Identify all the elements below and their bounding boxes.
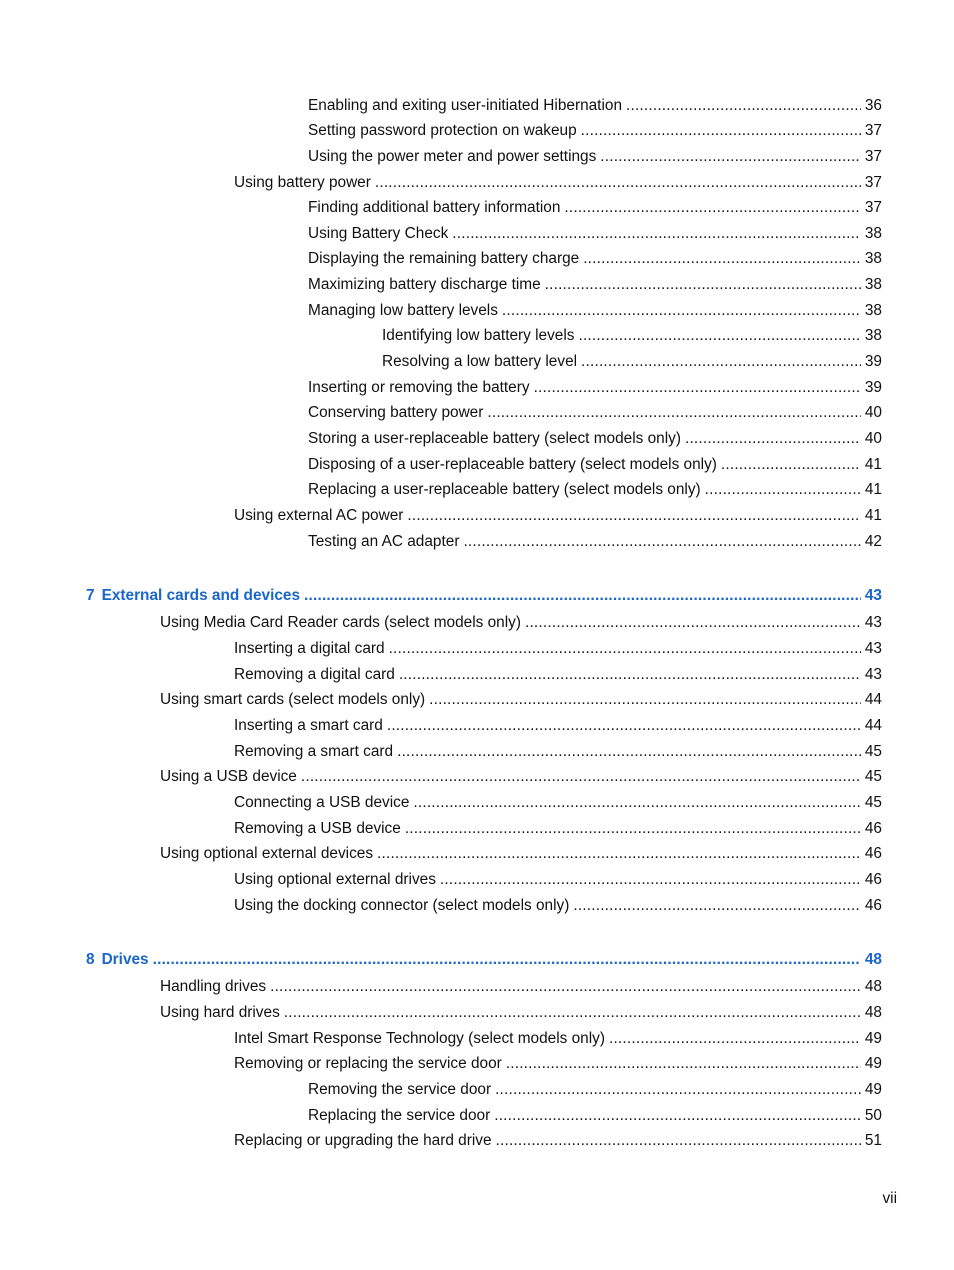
toc-entry-page: 48 xyxy=(864,951,882,968)
dot-leader xyxy=(578,326,860,346)
toc-entry-page: 44 xyxy=(864,717,882,734)
toc-entry-page: 38 xyxy=(864,276,882,293)
toc-entry-page: 49 xyxy=(864,1081,882,1098)
toc-entry-title: Displaying the remaining battery charge xyxy=(308,250,580,267)
toc-entry-title: Using optional external drives xyxy=(234,871,436,888)
dot-leader xyxy=(502,301,861,321)
page-number: vii xyxy=(882,1190,897,1207)
toc-entry-page: 38 xyxy=(864,302,882,319)
dot-leader xyxy=(389,639,861,659)
toc-entry[interactable] xyxy=(234,665,882,685)
toc-entry-page: 48 xyxy=(864,978,882,995)
toc-entry-title: Inserting a digital card xyxy=(234,640,385,657)
toc-entry-title: Testing an AC adapter xyxy=(308,533,460,550)
toc-entry[interactable] xyxy=(308,198,882,218)
toc-entry-title: Using Battery Check xyxy=(308,225,449,242)
toc-entry-page: 43 xyxy=(864,666,882,683)
dot-leader xyxy=(581,352,861,372)
dot-leader xyxy=(284,1003,861,1023)
toc-entry-title: Using the power meter and power settings xyxy=(308,148,597,165)
toc-entry-page: 49 xyxy=(864,1030,882,1047)
toc-entry-page: 45 xyxy=(864,794,882,811)
toc-entry[interactable] xyxy=(382,352,882,372)
dot-leader xyxy=(153,950,861,970)
toc-entry-title: Removing a USB device xyxy=(234,820,401,837)
toc-entry-title: Storing a user-replaceable battery (select models only) xyxy=(308,430,681,447)
toc-entry-title: Managing low battery levels xyxy=(308,302,498,319)
toc-entry-page: 46 xyxy=(864,820,882,837)
toc-entry-title: Using battery power xyxy=(234,174,371,191)
toc-entry-title: Using external AC power xyxy=(234,507,404,524)
toc-entry-page: 36 xyxy=(864,97,882,114)
toc-entry-title: Inserting or removing the battery xyxy=(308,379,530,396)
toc-entry-page: 42 xyxy=(864,533,882,550)
dot-leader xyxy=(407,506,860,526)
toc-entry-page: 44 xyxy=(864,691,882,708)
dot-leader xyxy=(397,742,861,762)
toc-entry-page: 51 xyxy=(864,1132,882,1149)
toc-entry-title: Replacing a user-replaceable battery (select models only) xyxy=(308,481,701,498)
dot-leader xyxy=(545,275,861,295)
dot-leader xyxy=(573,896,861,916)
dot-leader xyxy=(304,586,861,606)
toc-entry-title: Maximizing battery discharge time xyxy=(308,276,541,293)
toc-entry[interactable] xyxy=(234,742,882,762)
toc-chapter-title xyxy=(86,586,300,606)
toc-entry[interactable] xyxy=(308,532,882,552)
toc-chapter-7[interactable] xyxy=(86,586,882,606)
toc-entry-page: 48 xyxy=(864,1004,882,1021)
toc-entry-page: 43 xyxy=(864,587,882,604)
dot-leader xyxy=(600,147,861,167)
dot-leader xyxy=(705,480,861,500)
toc-entry[interactable] xyxy=(160,767,882,787)
toc-entry[interactable] xyxy=(308,249,882,269)
toc-entry[interactable] xyxy=(308,1106,882,1126)
dot-leader xyxy=(495,1080,861,1100)
toc-entry-title: Using Media Card Reader cards (select models only) xyxy=(160,614,521,631)
dot-leader xyxy=(452,224,861,244)
dot-leader xyxy=(721,455,861,475)
toc-entry[interactable] xyxy=(234,819,882,839)
dot-leader xyxy=(506,1054,861,1074)
dot-leader xyxy=(405,819,861,839)
dot-leader xyxy=(377,844,861,864)
toc-entry-page: 43 xyxy=(864,614,882,631)
dot-leader xyxy=(375,173,861,193)
toc-entry[interactable] xyxy=(160,844,882,864)
dot-leader xyxy=(301,767,861,787)
dot-leader xyxy=(496,1131,861,1151)
toc-entry-page: 38 xyxy=(864,250,882,267)
toc-entry[interactable] xyxy=(234,639,882,659)
toc-entry[interactable] xyxy=(308,455,882,475)
dot-leader xyxy=(440,870,861,890)
chapter-title: Drives xyxy=(101,951,149,968)
toc-entry-page: 41 xyxy=(864,507,882,524)
toc-entry-title: Handling drives xyxy=(160,978,267,995)
dot-leader xyxy=(609,1029,861,1049)
toc-entry-page: 46 xyxy=(864,845,882,862)
toc-entry-page: 46 xyxy=(864,897,882,914)
toc-entry-title: Removing or replacing the service door xyxy=(234,1055,502,1072)
toc-entry[interactable] xyxy=(308,378,882,398)
dot-leader xyxy=(534,378,861,398)
toc-entry-page: 49 xyxy=(864,1055,882,1072)
dot-leader xyxy=(626,96,861,116)
toc-entry-page: 37 xyxy=(864,199,882,216)
dot-leader xyxy=(685,429,861,449)
toc-entry[interactable] xyxy=(308,121,882,141)
chapter-number: 8 xyxy=(86,951,95,968)
toc-entry-page: 50 xyxy=(864,1107,882,1124)
toc-entry[interactable] xyxy=(234,173,882,193)
toc-entry[interactable] xyxy=(234,793,882,813)
toc-entry[interactable] xyxy=(234,896,882,916)
toc-entry[interactable] xyxy=(308,480,882,500)
toc-entry[interactable] xyxy=(308,96,882,116)
toc-entry[interactable] xyxy=(234,1029,882,1049)
toc-entry-title: Resolving a low battery level xyxy=(382,353,578,370)
toc-entry[interactable] xyxy=(160,613,882,633)
toc-entry[interactable] xyxy=(160,977,882,997)
chapter-title: External cards and devices xyxy=(101,587,301,604)
chapter-number: 7 xyxy=(86,587,95,604)
toc-entry[interactable] xyxy=(234,716,882,736)
dot-leader xyxy=(583,249,861,269)
toc-entry-title: Using smart cards (select models only) xyxy=(160,691,426,708)
toc-entry-title: Identifying low battery levels xyxy=(382,327,575,344)
dot-leader xyxy=(463,532,860,552)
toc-entry-page: 37 xyxy=(864,148,882,165)
dot-leader xyxy=(564,198,860,218)
toc-entry[interactable] xyxy=(308,1080,882,1100)
dot-leader xyxy=(494,1106,861,1126)
toc-entry-title: Replacing the service door xyxy=(308,1107,491,1124)
toc-entry-title: Enabling and exiting user-initiated Hibernation xyxy=(308,97,622,114)
toc-entry-title: Finding additional battery information xyxy=(308,199,561,216)
toc-entry-title: Setting password protection on wakeup xyxy=(308,122,577,139)
toc-entry-page: 41 xyxy=(864,481,882,498)
toc-entry[interactable] xyxy=(234,870,882,890)
toc-entry[interactable] xyxy=(308,429,882,449)
toc-chapter-8[interactable] xyxy=(86,950,882,970)
dot-leader xyxy=(270,977,861,997)
toc-entry-page: 38 xyxy=(864,225,882,242)
toc-chapter-title xyxy=(86,950,149,970)
toc-entry-title: Conserving battery power xyxy=(308,404,484,421)
toc-entry[interactable] xyxy=(160,690,882,710)
toc-entry-title: Replacing or upgrading the hard drive xyxy=(234,1132,492,1149)
toc-entry-title: Removing a digital card xyxy=(234,666,395,683)
dot-leader xyxy=(487,403,861,423)
toc-entry-title: Using optional external devices xyxy=(160,845,374,862)
toc-entry-page: 40 xyxy=(864,430,882,447)
toc-entry-page: 39 xyxy=(864,379,882,396)
toc-entry-page: 37 xyxy=(864,122,882,139)
toc-entry-title: Connecting a USB device xyxy=(234,794,410,811)
toc-entry[interactable] xyxy=(308,275,882,295)
toc-entry-title: Using a USB device xyxy=(160,768,297,785)
dot-leader xyxy=(399,665,861,685)
toc-entry-title: Using the docking connector (select models only) xyxy=(234,897,570,914)
toc-entry-page: 41 xyxy=(864,456,882,473)
toc-entry-page: 40 xyxy=(864,404,882,421)
toc-entry-title: Intel Smart Response Technology (select models only) xyxy=(234,1030,605,1047)
dot-leader xyxy=(581,121,861,141)
toc-entry[interactable] xyxy=(308,147,882,167)
toc-entry[interactable] xyxy=(308,301,882,321)
toc-entry-page: 37 xyxy=(864,174,882,191)
toc-entry[interactable] xyxy=(234,1054,882,1074)
toc-entry-title: Using hard drives xyxy=(160,1004,280,1021)
toc-entry-page: 43 xyxy=(864,640,882,657)
toc-entry-page: 45 xyxy=(864,743,882,760)
toc-entry[interactable] xyxy=(234,506,882,526)
toc-entry-page: 46 xyxy=(864,871,882,888)
toc-entry-page: 38 xyxy=(864,327,882,344)
dot-leader xyxy=(387,716,861,736)
toc-entry-page: 39 xyxy=(864,353,882,370)
toc-entry[interactable] xyxy=(308,403,882,423)
toc-entry-page: 45 xyxy=(864,768,882,785)
dot-leader xyxy=(429,690,861,710)
dot-leader xyxy=(525,613,861,633)
toc-entry-title: Disposing of a user-replaceable battery (select models only) xyxy=(308,456,717,473)
toc-entry[interactable] xyxy=(382,326,882,346)
dot-leader xyxy=(413,793,860,813)
toc-entry[interactable] xyxy=(234,1131,882,1151)
toc-entry-title: Inserting a smart card xyxy=(234,717,383,734)
toc-entry-title: Removing the service door xyxy=(308,1081,492,1098)
toc-entry-title: Removing a smart card xyxy=(234,743,394,760)
toc-entry[interactable] xyxy=(160,1003,882,1023)
toc-entry[interactable] xyxy=(308,224,882,244)
